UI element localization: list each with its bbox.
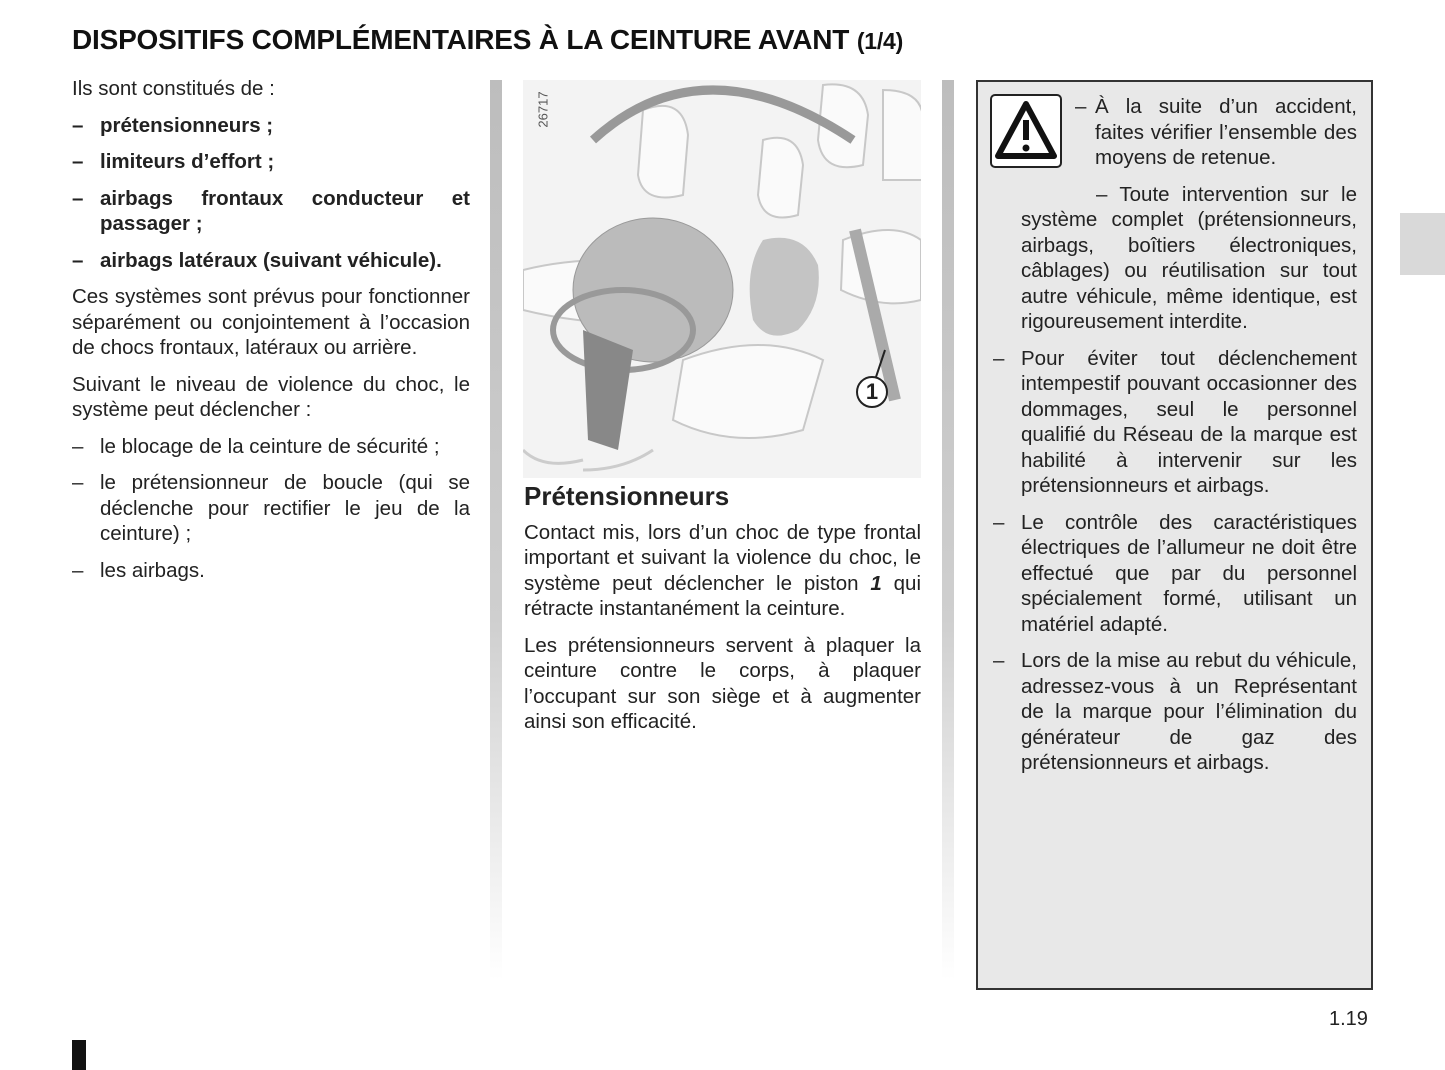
text: qui rétracte instantanément la ceinture. (524, 571, 921, 620)
dash: – (993, 649, 1005, 672)
component: limiteurs d’effort ; (100, 150, 275, 173)
left-column (72, 76, 470, 594)
warning-box (976, 80, 1373, 990)
dash: – (72, 150, 84, 173)
warning-text-item: Lors de la mise au rebut du véhicule, adressez-vous à un Représentant de la marque pour l’élimination du générateur de gaz des prétensionneurs et airbags. (1021, 649, 1357, 774)
dash: – (72, 248, 84, 272)
warning-text (993, 94, 1357, 787)
middle-column (524, 481, 921, 746)
dash: – (1096, 182, 1108, 206)
title-main: DISPOSITIFS COMPLÉMENTAIRES À LA CEINTURE AVANT (72, 24, 850, 55)
component: prétensionneurs ; (100, 113, 274, 137)
warning-text-item: Le contrôle des caractéristiques électriques de l’allumeur ne doit être effectué que par du personnel spécialement formé, utilisant un matériel adapté. (1021, 510, 1357, 636)
column-divider (942, 80, 954, 980)
list-item (72, 470, 470, 547)
dash: – (993, 510, 1005, 534)
text: Contact mis, lors d’un choc de type frontal important et suivant la violence du choc, le système peut déclencher le piston (524, 520, 921, 595)
list-item (72, 149, 470, 175)
warning-item (993, 648, 1357, 776)
title-part: (1/4) (856, 28, 904, 54)
section-heading: Prétensionneurs (524, 481, 730, 511)
dash: – (72, 434, 84, 458)
piston-ref: 1 (870, 571, 882, 595)
section-tab (1400, 213, 1445, 275)
dash: – (993, 346, 1005, 370)
list-item (72, 248, 470, 274)
page-title (72, 24, 903, 56)
illustration-drawing (523, 80, 921, 478)
paragraph: Les prétensionneurs servent à plaquer la ceinture contre le corps, à plaquer l’occupant sur son siège et à augmenter ainsi son efficacité. (524, 633, 921, 733)
list-item (72, 558, 470, 584)
dash: – (72, 558, 84, 582)
warning-item (1021, 182, 1357, 335)
effect: le blocage de la ceinture de sécurité ; (100, 434, 440, 458)
warning-text-item: Pour éviter tout déclenchement intempestif pouvant occasionner des dommages, seul le personnel qualifié du Réseau de la marque est habilité à intervenir sur les prétensionneurs et airbags. (1021, 346, 1357, 497)
warning-text-item: À la suite d’un accident, faites vérifier l’ensemble des moyens de retenue. (1095, 95, 1357, 169)
paragraph: Ces systèmes sont prévus pour fonctionner séparément ou conjointement à l’occasion de chocs frontaux, latéraux ou arrière. (72, 285, 470, 359)
paragraph (524, 520, 921, 622)
component: airbags frontaux conducteur et passager ; (100, 186, 470, 235)
warning-text-item: Toute intervention sur le système complet (prétensionneurs, airbags, boîtiers électroniques, câblages) ou réutilisation sur tout autre véhicule, même identique, est rigoureusement interdite. (1021, 182, 1357, 333)
dash: – (72, 471, 84, 494)
dash: – (72, 186, 84, 210)
list-item (72, 113, 470, 139)
page-number: 1.19 (1329, 1008, 1368, 1030)
column-divider (490, 80, 502, 980)
figure-reference: 26717 (535, 91, 551, 128)
list-item (72, 434, 470, 460)
seat-airbag-illustration (523, 80, 921, 478)
dash: – (72, 113, 84, 137)
callout-1: 1 (856, 376, 888, 408)
list-item (72, 186, 470, 237)
warning-item (993, 346, 1357, 499)
paragraph: Suivant le niveau de violence du choc, le système peut déclencher : (72, 372, 470, 421)
effect: le prétensionneur de boucle (qui se déclenche pour rectifier le jeu de la ceinture) ; (100, 471, 470, 545)
component: airbags latéraux (suivant véhicule). (100, 248, 442, 272)
page-marker (72, 1040, 86, 1070)
warning-item (1075, 94, 1357, 171)
effect: les airbags. (100, 558, 205, 582)
dash: – (1075, 95, 1087, 118)
intro: Ils sont constitués de : (72, 77, 275, 100)
warning-item (993, 510, 1357, 638)
